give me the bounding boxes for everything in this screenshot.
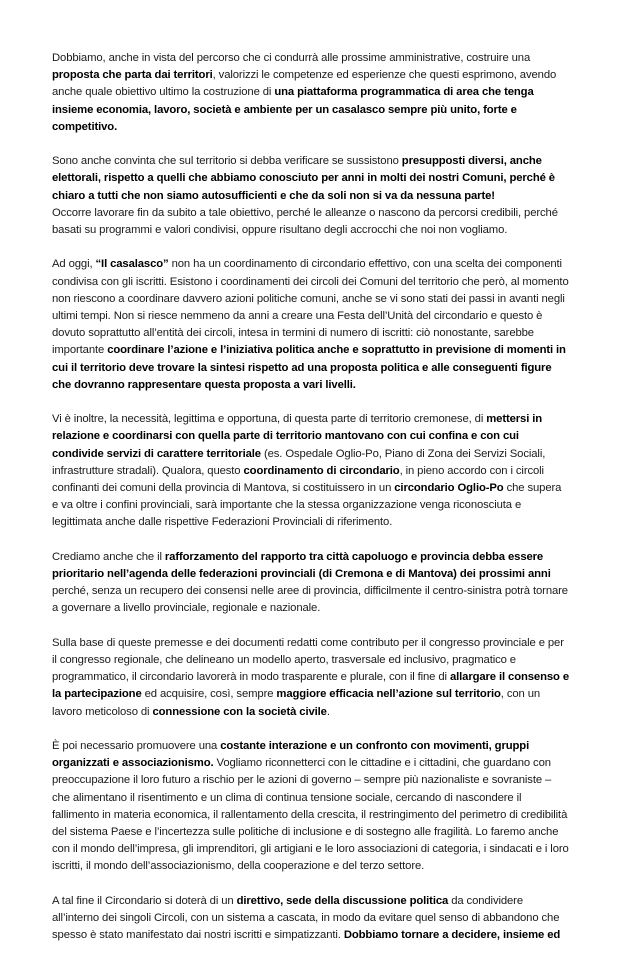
body-paragraph bbox=[52, 205, 570, 239]
body-paragraph bbox=[52, 411, 570, 531]
bold-text: rafforzamento del rapporto tra città capoluogo e provincia debba essere prioritario nell’agenda delle federazioni provinciali (di Cremona e di Mantova) dei prossimi anni bbox=[52, 550, 551, 581]
bold-text: maggiore efficacia nell’azione sul territorio bbox=[276, 688, 501, 701]
bold-text: proposta che parta dai territori bbox=[52, 69, 213, 82]
body-text: Ad oggi, bbox=[52, 258, 96, 271]
bold-text: connessione con la società civile bbox=[152, 705, 327, 718]
bold-text: “Il casalasco” bbox=[95, 258, 169, 271]
bold-text: una piattaforma programmatica di area che tenga insieme economia, lavoro, società e ambiente per un casalasco sempre più unito, forte e competitivo. bbox=[52, 86, 534, 133]
body-paragraph bbox=[52, 256, 570, 394]
body-text: Occorre lavorare fin da subito a tale obiettivo, perché le alleanze o nascono da percorsi credibili, perché basati su programmi e valori condivisi, oppure risultano degli accrocchi che noi non vogliamo. bbox=[52, 206, 558, 237]
body-text: non ha un coordinamento di circondario effettivo, con una scelta dei componenti condivisa con gli iscritti. Esistono i coordinamenti dei circoli dei Comuni del territorio che però, al momento non riescono a coordinare davvero azioni politiche comuni, anche se vi sono stati dei passi in avanti negli ultimi tempi. Non si riesce nemmeno da anni a creare una Festa dell’Unità del circondario e questo è dovuto soprattutto all’entità dei circoli, intesa in termini di numero di iscritti: ciò nonostante, sarebbe importante bbox=[52, 258, 569, 357]
body-text: Crediamo anche che il bbox=[52, 550, 165, 563]
body-text: Vi è inoltre, la necessità, legittima e opportuna, di questa parte di territorio cremonese, di bbox=[52, 413, 487, 426]
bold-text: circondario Oglio-Po bbox=[394, 482, 504, 495]
body-text: Vogliamo riconnetterci con le cittadine e i cittadini, che guardano con preoccupazione il loro futuro a rischio per le azioni di governo – sempre più nazionaliste e sovraniste – che alimentano il risentimento e un clima di continua tensione sociale, cercando di nascondere il fallimento in materia economica, il rallentamento della crescita, il restringimento del perimetro di credibilità del sistema Paese e l’incertezza sulle politiche di inclusione e di sostegno alle fragilità. Lo faremo anche con il mondo dell’impresa, gli imprenditori, gli artigiani e le loro associazioni di categoria, i sindacati e i loro iscritti, il mondo dell’associazionismo, della cooperazione e del terzo settore. bbox=[52, 757, 569, 873]
bold-text: Dobbiamo tornare a decidere, insieme ed bbox=[343, 929, 561, 942]
body-text: Sulla base di queste premesse e dei documenti redatti come contributo per il congresso provinciale e per il congresso regionale, che delineano un modello aperto, trasversale ed inclusivo, pragmatico e programmatico, il circondario lavorerà in modo trasparente e plurale, con il fine di bbox=[52, 636, 564, 684]
bold-text: allargare il consenso e la partecipazione bbox=[52, 671, 570, 701]
body-paragraph bbox=[52, 738, 570, 876]
body-text: Dobbiamo, anche in vista del percorso che ci condurrà alle prossime amministrative, costruire una bbox=[52, 52, 531, 64]
bold-text: coordinare l’azione e l’iniziativa politica anche e soprattutto in previsione di momenti in cui il territorio deve trovare la sintesi rispetto ad una proposta politica e alle conseguenti figure che dovranno rappresentare questa proposta a vari livelli. bbox=[52, 344, 566, 391]
body-text: , con un lavoro meticoloso di bbox=[52, 688, 541, 718]
body-paragraph bbox=[52, 549, 570, 618]
body-paragraph bbox=[52, 893, 570, 945]
body-text: A tal fine il Circondario si doterà di un bbox=[52, 894, 237, 907]
bold-text: direttivo, sede della discussione politica bbox=[236, 894, 449, 907]
bold-text: coordinamento di circondario bbox=[243, 464, 400, 477]
body-text: da condividere all’interno dei singoli Circoli, con un sistema a cascata, in modo da evitare quel senso di abbandono che spesso è stato manifestato dai nostri iscritti e simpatizzanti. bbox=[52, 894, 560, 942]
body-text: È poi necessario promuovere una bbox=[52, 740, 221, 753]
body-text: che supera e va oltre i confini provinciali, sarà importante che la stessa organizzazione venga riconosciuta e legittimata anche dalle rispettive Federazioni Provinciali di riferimento. bbox=[52, 482, 562, 529]
body-text: , in pieno accordo con i circoli confinanti dei comuni della provincia di Mantova, si costituissero in un bbox=[52, 464, 544, 495]
body-paragraph bbox=[52, 50, 570, 136]
body-paragraph bbox=[52, 635, 570, 721]
document-page bbox=[52, 50, 570, 962]
body-text: ed acquisire, così, sempre bbox=[141, 688, 277, 701]
body-text: (es. Ospedale Oglio-Po, Piano di Zona dei Servizi Sociali, infrastrutture stradali). Qualora, questo bbox=[52, 447, 546, 477]
body-text: Sono anche convinta che sul territorio si debba verificare se sussistono bbox=[52, 155, 402, 168]
bold-text: presupposti diversi, anche elettorali, rispetto a quelli che abbiamo conosciuto per anni in molti dei nostri Comuni, perché è chiaro a tutti che non siamo autosufficienti e che da soli non si va da nessuna parte! bbox=[52, 155, 555, 202]
body-paragraph bbox=[52, 153, 570, 205]
body-text: perché, senza un recupero dei consensi nelle aree di provincia, difficilmente il centro-sinistra potrà tornare a governare a livello provinciale, regionale e nazionale. bbox=[52, 585, 568, 615]
body-text: . bbox=[326, 705, 330, 718]
bold-text: costante interazione e un confronto con movimenti, gruppi organizzati e associazionismo. bbox=[52, 740, 530, 770]
bold-text: mettersi in relazione e coordinarsi con quella parte di territorio mantovano con cui confina e con cui condivide servizi di carattere territoriale bbox=[52, 413, 543, 460]
body-text: , valorizzi le competenze ed esperienze che questi esprimono, avendo anche quale obiettivo ultimo la costruzione di bbox=[52, 69, 557, 99]
